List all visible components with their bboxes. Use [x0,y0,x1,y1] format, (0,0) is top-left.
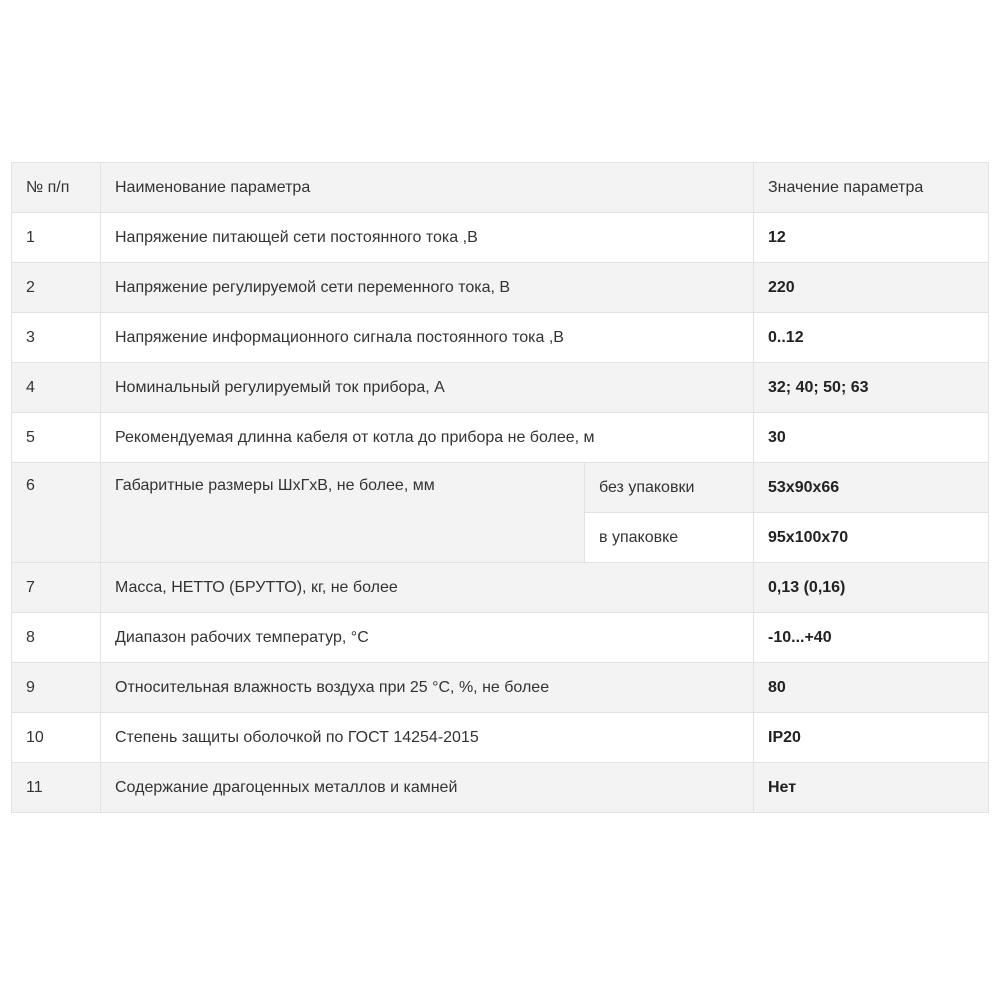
sub-label-pack: в упаковке [585,513,754,563]
table-row [12,713,989,763]
row-num: 4 [12,363,101,413]
row-value: 30 [754,413,989,463]
header-value: Значение параметра [754,163,989,213]
row-value: 220 [754,263,989,313]
sub-value-pack: 95х100х70 [754,513,989,563]
table-header-row [12,163,989,213]
spec-table [11,162,989,813]
table-row [12,213,989,263]
table-row [12,413,989,463]
row-name: Масса, НЕТТО (БРУТТО), кг, не более [101,563,754,613]
row-num: 7 [12,563,101,613]
row-value: 32; 40; 50; 63 [754,363,989,413]
row-name: Относительная влажность воздуха при 25 °С, %, не более [101,663,754,713]
row-num: 11 [12,763,101,813]
row-num: 6 [12,463,101,563]
row-name: Номинальный регулируемый ток прибора, А [101,363,754,413]
table-row [12,613,989,663]
row-name: Степень защиты оболочкой по ГОСТ 14254-2015 [101,713,754,763]
table-row [12,463,989,513]
sub-value-no-pack: 53х90х66 [754,463,989,513]
row-num: 8 [12,613,101,663]
row-value: 80 [754,663,989,713]
row-name: Содержание драгоценных металлов и камней [101,763,754,813]
row-name: Рекомендуемая длинна кабеля от котла до прибора не более, м [101,413,754,463]
row-value: IP20 [754,713,989,763]
row-value: 0,13 (0,16) [754,563,989,613]
row-value: 0..12 [754,313,989,363]
table-row [12,563,989,613]
row-num: 10 [12,713,101,763]
row-name: Напряжение регулируемой сети переменного тока, В [101,263,754,313]
row-value: 12 [754,213,989,263]
row-num: 5 [12,413,101,463]
row-value: Нет [754,763,989,813]
row-name: Габаритные размеры ШхГхВ, не более, мм [101,463,585,563]
table-row [12,313,989,363]
table-row [12,363,989,413]
header-name: Наименование параметра [101,163,754,213]
row-name: Напряжение информационного сигнала постоянного тока ,В [101,313,754,363]
row-num: 2 [12,263,101,313]
table-row [12,663,989,713]
row-num: 3 [12,313,101,363]
row-num: 9 [12,663,101,713]
row-name: Диапазон рабочих температур, °С [101,613,754,663]
header-num: № п/п [12,163,101,213]
row-value: -10...+40 [754,613,989,663]
row-name: Напряжение питающей сети постоянного тока ,В [101,213,754,263]
table-row [12,263,989,313]
sub-label-no-pack: без упаковки [585,463,754,513]
row-num: 1 [12,213,101,263]
table-row [12,763,989,813]
